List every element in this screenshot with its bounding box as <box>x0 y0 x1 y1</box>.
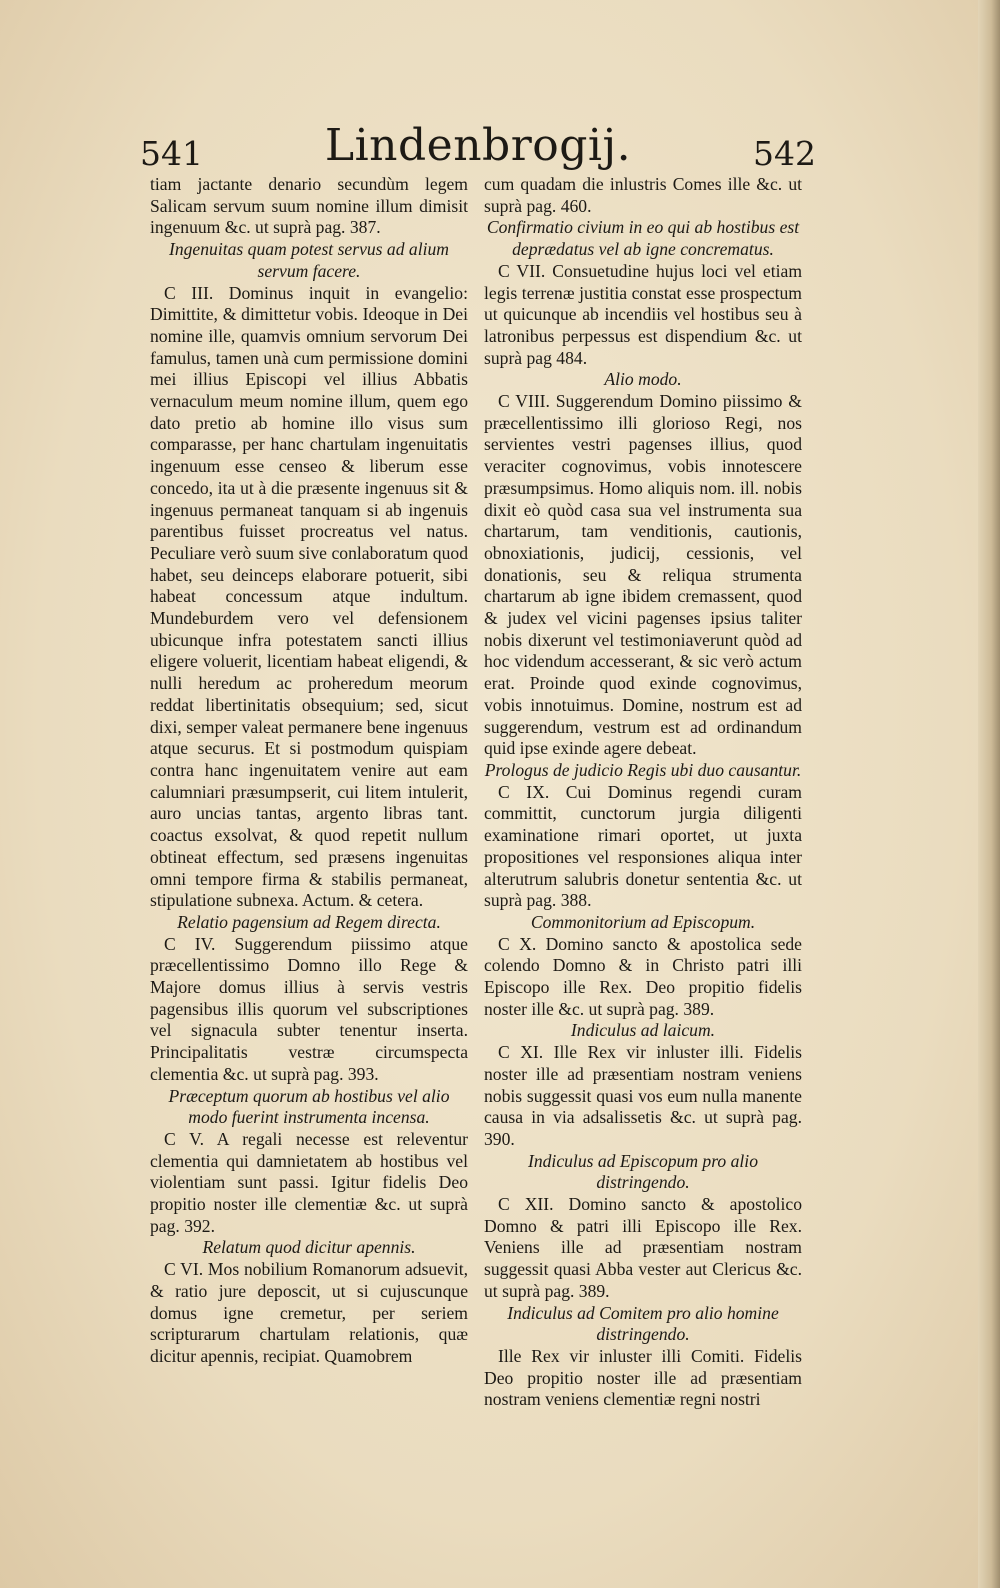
folio-number-left: 541 <box>140 134 203 173</box>
left-text-column <box>150 174 468 1368</box>
section-heading: Relatio pagensium ad Regem directa. <box>177 911 441 932</box>
paragraph: C VII. Consuetudine hujus loci vel etiam legis terrenæ justitia constat esse prospectum ut quicunque ab incendiis vel hostibus seu à latronibus perpessus est dispendium &c. ut suprà pag 484. <box>484 260 802 368</box>
page-edge-shadow <box>978 0 1000 1588</box>
paragraph: cum quadam die inlustris Comes ille &c. ut suprà pag. 460. <box>484 174 802 216</box>
paragraph: C IV. Suggerendum piissimo atque præcellentissimo Domno illo Rege & Majore domus illius à servis vestris pagensibus illis quorum vel subscriptiones vel signacula subter tenentur inserta. Principalitatis vestræ circumspecta clementia &c. ut suprà pag. 393. <box>150 933 468 1084</box>
section-heading: Relatum quod dicitur apennis. <box>202 1237 416 1258</box>
paragraph: tiam jactante denario secundùm legem Salicam servum suum nomine illum dimisit ingenuum &c. ut suprà pag. 387. <box>150 174 468 238</box>
section-heading: Alio modo. <box>604 369 682 390</box>
section-heading: Ingenuitas quam potest servus ad alium servum facere. <box>168 239 449 281</box>
paragraph: C XI. Ille Rex vir inluster illi. Fidelis noster ille ad præsentiam nostram veniens nobis suggessit quasi vos eum nulla manente causa in via adsalissetis &c. ut suprà pag. 390. <box>484 1042 802 1149</box>
paragraph: C VI. Mos nobilium Romanorum adsuevit, & ratio jure deposcit, ut si cujuscunque domus igne cremetur, per seriem scripturarum chartulam relationis, quæ dicitur apennis, recipiat. Quamobrem <box>150 1259 468 1366</box>
page-header <box>140 120 816 180</box>
section-heading: Commonitorium ad Episcopum. <box>530 911 756 932</box>
section-heading: Indiculus ad laicum. <box>570 1020 716 1041</box>
section-heading: Præceptum quorum ab hostibus vel alio modo fuerint instrumenta incensa. <box>168 1085 450 1128</box>
paragraph: C IX. Cui Dominus regendi curam committit, cunctorum jurgia diligenti examinatione rimari oportet, ut juxta propositiones vel responsiones aliqua inter alterutrum salubris donetur sententia &c. ut suprà pag. 388. <box>484 781 802 911</box>
running-title: Lindenbrogij. <box>324 120 632 171</box>
paragraph: C VIII. Suggerendum Domino piissimo & præcellentissimo illi glorioso Regi, nos servientes vestri pagenses illius, quod veraciter cognovimus, vobis innotescere præsumpsimus. Homo aliquis nom. ill. nobis dixit eò quòd casa sua vel instrumenta sua chartarum, tam venditionis, cautionis, obnoxiationis, judicij, cessionis, vel donationis, seu & reliqua strumenta chartarum ab igne ibidem cremassent, quod & judex vel vicini pagenses ipsius taliter nobis dixerunt vel testimoniaverunt quòd ad hoc videndum accesserant, & sic verò actum erat. Proinde quod exinde cognovimus, vobis innotuimus. Domine, nostrum est ad suggerendum, vestrum est ad ordinandum quid ipse exinde agere debeat. <box>484 391 802 759</box>
section-heading: Prologus de judicio Regis ubi duo causantur. <box>484 759 802 780</box>
paragraph: Ille Rex vir inluster illi Comiti. Fidelis Deo propitio noster ille ad præsentiam nostram veniens clementiæ regni nostri <box>484 1345 802 1410</box>
folio-number-right: 542 <box>753 134 816 173</box>
section-heading: Indiculus ad Episcopum pro alio distringendo. <box>527 1150 758 1193</box>
paragraph: C V. A regali necesse est releventur clementia qui damnietatem ab hostibus vel violentiam sunt passi. Igitur fidelis Deo propitio noster ille clementiæ &c. ut suprà pag. 392. <box>150 1128 468 1236</box>
section-heading: Indiculus ad Comitem pro alio homine distringendo. <box>507 1302 779 1345</box>
paragraph: C III. Dominus inquit in evangelio: Dimittite, & dimittetur vobis. Ideoque in Dei nomine ille, quamvis omnium servorum Dei famulus, tamen unà cum permissione domini mei illius Episcopi vel illius Abbatis vernaculum meum nomine illum, quem ego dato pretio ab homine illo visus sum comparasse, per hanc chartulam ingenuitatis ingenuum esse censeo & liberum esse concedo, ita ut à die præsente ingenuus sit & ingenuus permaneat tanquam si ab ingenuis parentibus fuisset procreatus vel natus. Peculiare verò suum sive conlaboratum quod habet, seu deinceps elaborare potuerit, sibi habeat concessum atque indultum. Mundeburdem vero vel defensionem ubicunque infra potestatem sancti illius eligere voluerit, licentiam habeat eligendi, & nulli heredum ac proheredum meorum reddat libertinitatis obsequium; sed, sicut dixi, semper valeat permanere bene ingenuus atque securus. Et si postmodum quispiam contra hanc ingenuitatem venire aut eam calumniari præsumpserit, cui litem intulerit, auro uncias tantas, argento libras tant. coactus exsolvat, & quod repetit nullum obtineat effectum, sed præsens ingenuitas omni tempore firma & stabilis permaneat, stipulatione subnexa. Actum. & cetera. <box>150 282 468 911</box>
right-text-column <box>484 174 802 1411</box>
paragraph: C X. Domino sancto & apostolica sede colendo Domno & in Christo patri illi Episcopo ille Rex. Deo propitio fidelis noster ille &c. ut suprà pag. 389. <box>484 933 802 1019</box>
paragraph: C XII. Domino sancto & apostolico Domno & patri illi Episcopo ille Rex. Veniens ille ad præsentiam nostram suggessit quasi Abba vester aut Clericus &c. ut suprà pag. 389. <box>484 1194 802 1301</box>
section-heading: Confirmatio civium in eo qui ab hostibus est deprædatus vel ab igne concrematus. <box>486 217 800 260</box>
